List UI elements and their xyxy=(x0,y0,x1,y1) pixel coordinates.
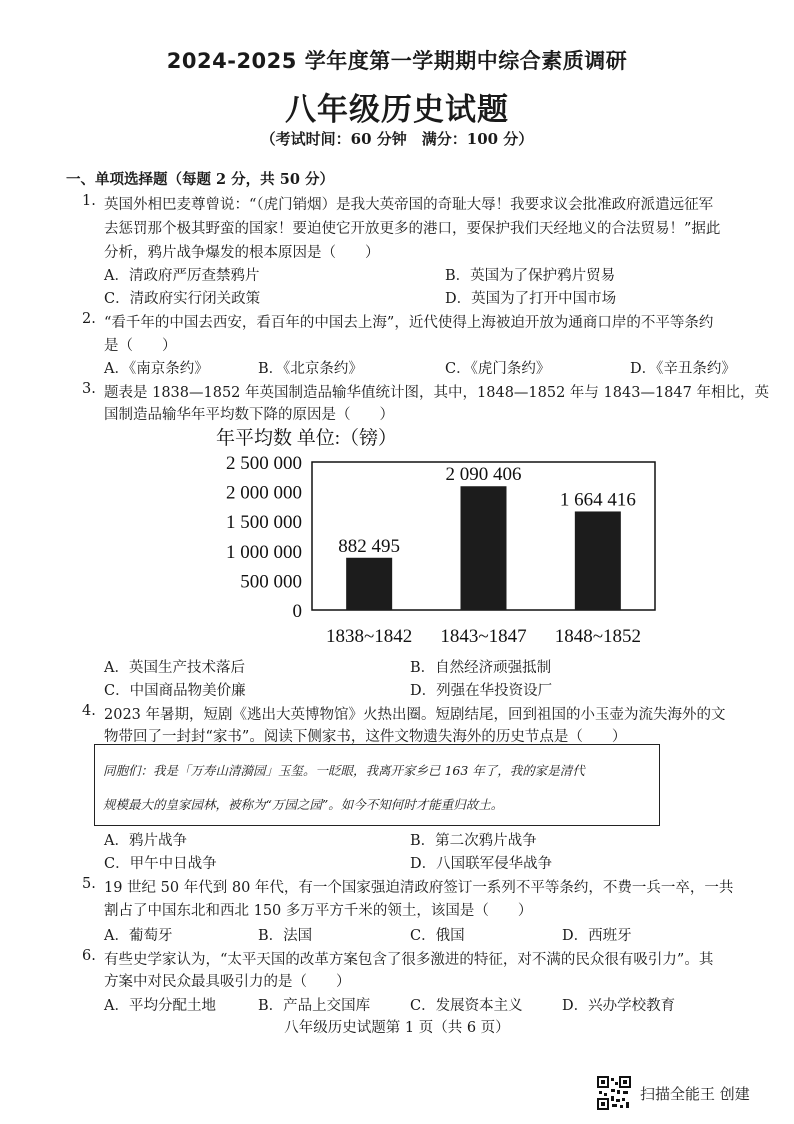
q3-option-d: D．列强在华投资设厂 xyxy=(410,683,553,699)
bar-value-label: 882 495 xyxy=(338,535,401,557)
q6-option-b: B．产品上交国库 xyxy=(258,998,371,1014)
q2-option-a: A．《南京条约》 xyxy=(104,361,209,377)
section-heading: 一、单项选择题（每题 2 分，共 50 分） xyxy=(66,171,334,188)
q3-line: 题表是 1838—1852 年英国制造品输华值统计图，其中，1848—1852 年与 1843—1847 年相比，英 xyxy=(104,385,769,401)
chart-title: 年平均数 单位:（镑） xyxy=(216,428,398,449)
q4-line: 2023 年暑期，短剧《逃出大英博物馆》火热出圈。短剧结尾，回到祖国的小玉壶为流失海外的文 xyxy=(104,707,726,723)
q5-line: 19 世纪 50 年代到 80 年代，有一个国家强迫清政府签订一系列不平等条约，不费一兵一卒，一共 xyxy=(104,880,734,896)
q4-option-a: A．鸦片战争 xyxy=(104,833,187,849)
x-category-label: 1843~1847 xyxy=(440,626,527,647)
letter-line: 同胞们：我是「万寿山清漪园」玉玺。一眨眼，我离开家乡已 163 年了，我的家是清代 xyxy=(103,763,585,778)
exam-series-title: 2024-2025 学年度第一学期期中综合素质调研 xyxy=(166,49,628,73)
q3-option-a: A．英国生产技术落后 xyxy=(104,660,245,676)
q3-option-b: B．自然经济顽强抵制 xyxy=(410,660,552,676)
q5-option-b: B．法国 xyxy=(258,928,313,944)
q5-number: 5. xyxy=(82,876,96,892)
q6-option-d: D．兴办学校教育 xyxy=(562,998,676,1014)
bar-value-label: 1 664 416 xyxy=(559,489,636,511)
q5-line: 割占了中国东北和西北 150 多万平方千米的领土，该国是（ ） xyxy=(104,903,533,919)
q5-option-c: C．俄国 xyxy=(410,928,465,944)
exam-info: （考试时间：60 分钟 满分：100 分） xyxy=(260,130,534,148)
y-tick-label: 1 500 000 xyxy=(226,512,302,534)
q2-line: “看千年的中国去西安，看百年的中国去上海”，近代使得上海被迫开放为通商口岸的不平等条约 xyxy=(104,315,714,331)
q3-line: 国制造品输华年平均数下降的原因是（ ） xyxy=(104,407,394,423)
bar xyxy=(575,511,621,610)
q2-number: 2. xyxy=(82,311,96,327)
q5-option-a: A．葡萄牙 xyxy=(104,928,173,944)
bar xyxy=(346,558,392,610)
q1-line: 去惩罚那个极其野蛮的国家！要迫使它开放更多的港口，要保护我们天经地义的合法贸易！”据此 xyxy=(104,221,721,237)
q2-option-c: C．《虎门条约》 xyxy=(445,361,551,377)
x-category-label: 1838~1842 xyxy=(326,626,413,647)
q1-option-a: A．清政府严厉查禁鸦片 xyxy=(104,268,260,284)
scanner-watermark: 扫描全能王 创建 xyxy=(640,1085,750,1103)
q4-number: 4. xyxy=(82,703,96,719)
y-tick-label: 500 000 xyxy=(240,571,302,593)
y-tick-label: 2 500 000 xyxy=(226,453,302,474)
q3-option-c: C．中国商品物美价廉 xyxy=(104,683,246,699)
q2-option-d: D．《辛丑条约》 xyxy=(630,361,736,377)
letter-box xyxy=(94,744,660,826)
q1-line: 分析，鸦片战争爆发的根本原因是（ ） xyxy=(104,245,380,261)
qr-code-icon xyxy=(597,1076,631,1110)
q2-line: 是（ ） xyxy=(104,338,177,354)
bar-value-label: 2 090 406 xyxy=(445,464,522,486)
q4-option-c: C．甲午中日战争 xyxy=(104,856,217,872)
letter-line: 规模最大的皇家园林，被称为“万园之园”。如今不知何时才能重归故土。 xyxy=(103,797,504,812)
q6-line: 方案中对民众最具吸引力的是（ ） xyxy=(104,974,351,990)
y-tick-label: 0 xyxy=(292,601,302,622)
exam-title: 八年级历史试题 xyxy=(285,92,509,128)
q2-option-b: B．《北京条约》 xyxy=(258,361,363,377)
q1-number: 1. xyxy=(82,193,96,209)
q6-option-c: C．发展资本主义 xyxy=(410,998,523,1014)
q5-option-d: D．西班牙 xyxy=(562,928,632,944)
q1-option-c: C．清政府实行闭关政策 xyxy=(104,291,261,307)
x-category-label: 1848~1852 xyxy=(554,626,641,647)
q3-number: 3. xyxy=(82,381,96,397)
q1-line: 英国外相巴麦尊曾说：“（虎门销烟）是我大英帝国的奇耻大辱！我要求议会批准政府派遣远征军 xyxy=(104,197,714,213)
q6-line: 有些史学家认为，“太平天国的改革方案包含了很多激进的特征，对不满的民众很有吸引力”。其 xyxy=(104,952,714,968)
bar xyxy=(461,486,507,610)
q6-option-a: A．平均分配土地 xyxy=(104,998,216,1014)
q6-number: 6. xyxy=(82,948,96,964)
page-footer: 八年级历史试题第 1 页（共 6 页） xyxy=(284,1020,510,1036)
y-tick-label: 2 000 000 xyxy=(226,482,302,504)
q1-option-b: B．英国为了保护鸦片贸易 xyxy=(445,268,616,284)
q4-option-b: B．第二次鸦片战争 xyxy=(410,833,537,849)
y-tick-label: 1 000 000 xyxy=(226,541,302,563)
q4-line: 物带回了一封封“家书”。阅读下侧家书，这件文物遗失海外的历史节点是（ ） xyxy=(104,729,627,745)
q4-option-d: D．八国联军侵华战争 xyxy=(410,856,553,872)
bar-chart xyxy=(200,420,660,652)
q1-option-d: D．英国为了打开中国市场 xyxy=(445,291,617,307)
